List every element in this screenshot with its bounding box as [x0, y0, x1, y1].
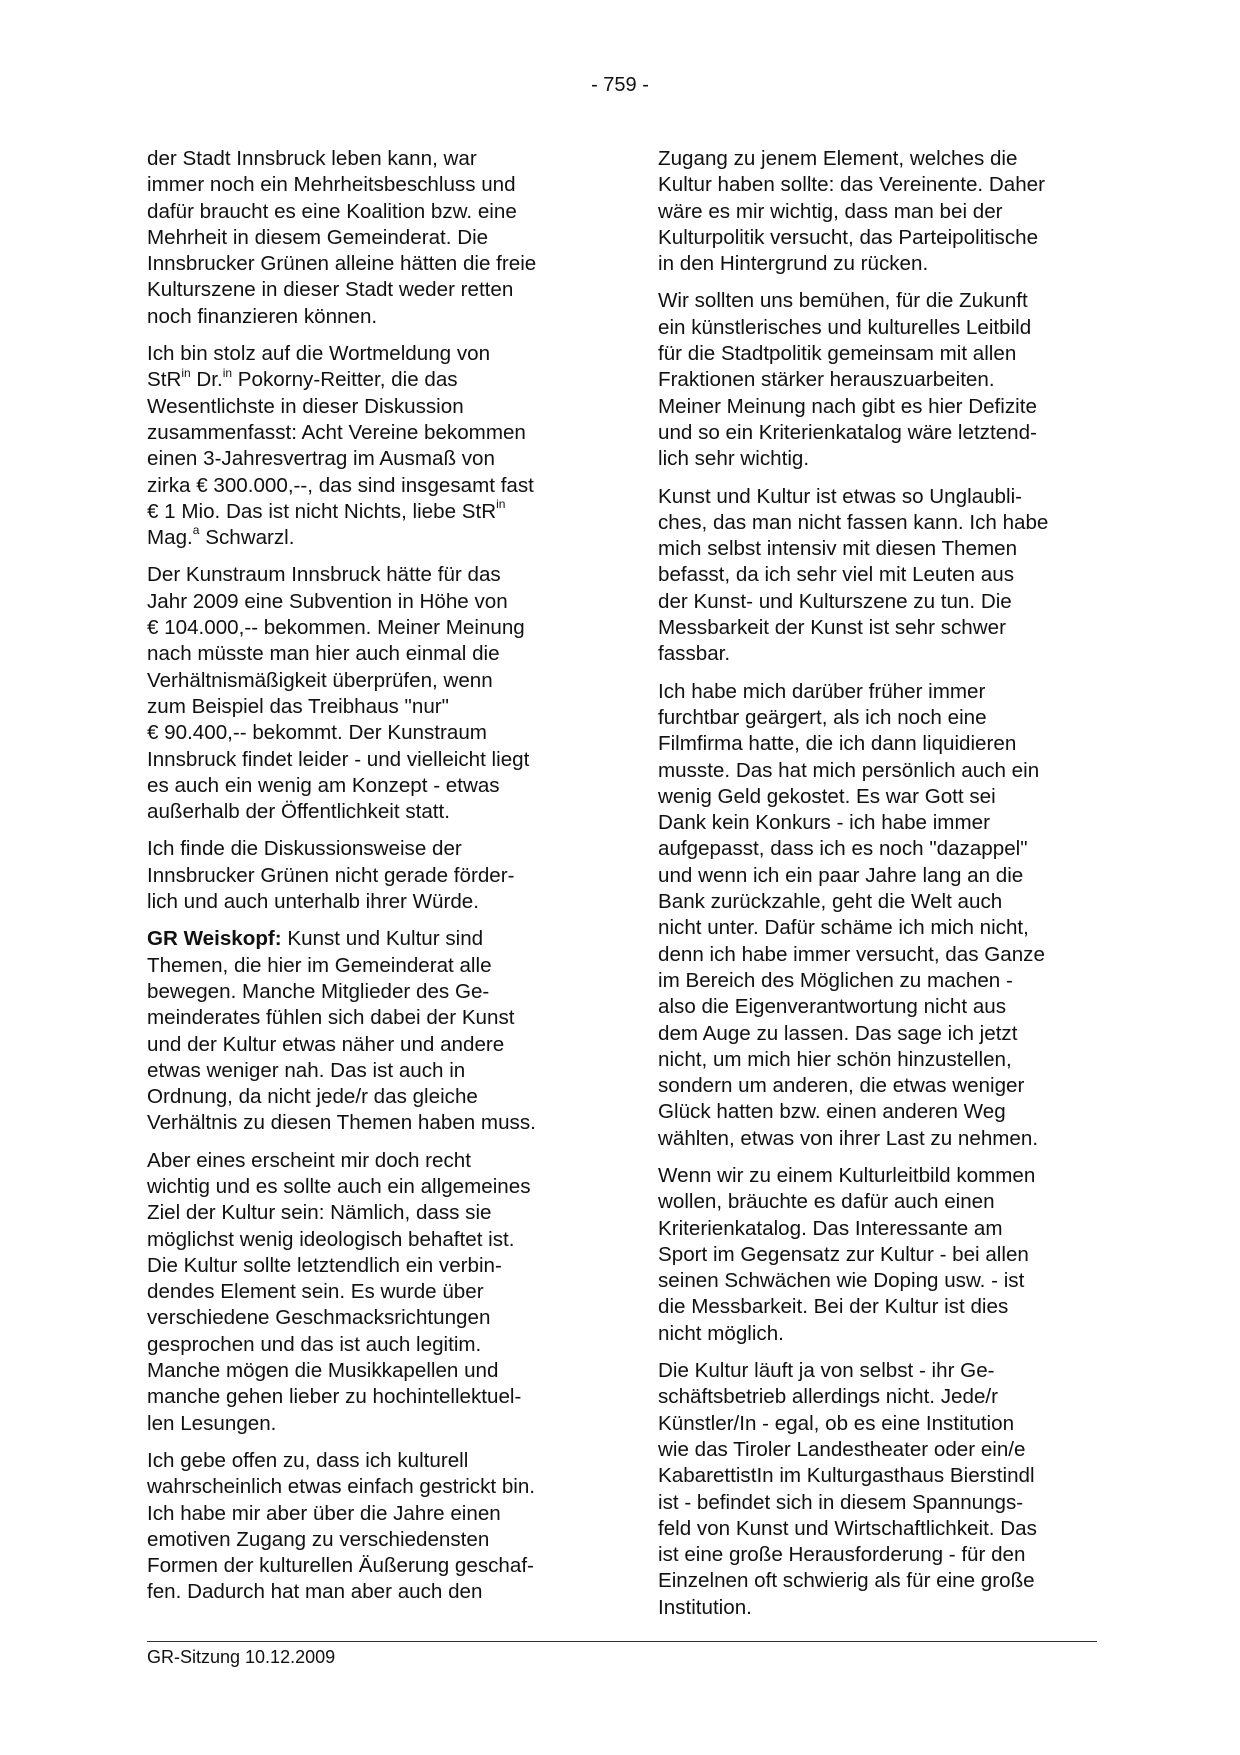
text-line: wählten, etwas von ihrer Last zu nehmen.	[658, 1126, 1039, 1150]
paragraph	[147, 836, 595, 915]
text-line: in den Hintergrund zu rücken.	[658, 252, 929, 276]
text-line: Messbarkeit der Kunst ist sehr schwer	[658, 616, 1006, 640]
text-line	[147, 525, 595, 551]
text-line: Ich gebe offen zu, dass ich kulturell	[147, 1448, 469, 1472]
text-line: Themen, die hier im Gemeinderat alle	[147, 953, 492, 977]
text-line: emotiven Zugang zu verschiedensten	[147, 1527, 490, 1551]
text-line: Kunst und Kultur ist etwas so Unglaubli-	[658, 484, 1023, 508]
text-line: Ich bin stolz auf die Wortmeldung von	[147, 342, 491, 366]
text-line: mich selbst intensiv mit diesen Themen	[658, 537, 1018, 561]
text-line: Zugang zu jenem Element, welches die	[658, 147, 1018, 170]
text-line	[147, 926, 595, 952]
text-line: ist eine große Herausforderung - für den	[658, 1543, 1026, 1567]
text-line: ist - befindet sich in diesem Spannungs-	[658, 1490, 1024, 1514]
paragraph	[147, 562, 595, 825]
text-line: schäftsbetrieb allerdings nicht. Jede/r	[658, 1385, 998, 1409]
text-line: außerhalb der Öffentlichkeit statt.	[147, 800, 450, 824]
text-line: dendes Element sein. Es wurde über	[147, 1280, 484, 1304]
text-line: zirka € 300.000,--, das sind insgesamt fast	[147, 473, 534, 497]
text-line: zum Beispiel das Treibhaus "nur"	[147, 694, 449, 718]
text-line: der Stadt Innsbruck leben kann, war	[147, 147, 477, 170]
text-line: ches, das man nicht fassen kann. Ich habe	[658, 510, 1049, 534]
text-line: Einzelnen oft schwierig als für eine große	[658, 1569, 1035, 1593]
text-line: musste. Das hat mich persönlich auch ein	[658, 758, 1040, 782]
text-line: immer noch ein Mehrheitsbeschluss und	[147, 173, 516, 197]
text-fragment: Mag.	[147, 526, 193, 550]
text-line	[147, 367, 595, 393]
text-line: € 104.000,-- bekommen. Meiner Meinung	[147, 616, 525, 640]
text-line: bewegen. Manche Mitglieder des Ge-	[147, 979, 490, 1003]
text-line: Innsbrucker Grünen nicht gerade förder-	[147, 863, 515, 887]
page-number: - 759 -	[591, 74, 649, 96]
text-line: wie das Tiroler Landestheater oder ein/e	[658, 1437, 1026, 1461]
text-line: Verhältnismäßigkeit überprüfen, wenn	[147, 668, 493, 692]
paragraph	[658, 1163, 1098, 1347]
text-line: wenig Geld gekostet. Es war Gott sei	[658, 784, 996, 808]
text-line: noch finanzieren können.	[147, 304, 378, 328]
text-line: etwas weniger nah. Das ist auch in	[147, 1058, 466, 1082]
text-line: lich und auch unterhalb ihrer Würde.	[147, 890, 479, 914]
text-line	[147, 499, 595, 525]
speaker-name: GR Weiskopf:	[147, 927, 282, 951]
text-line: fassbar.	[658, 642, 731, 666]
text-line: furchtbar geärgert, als ich noch eine	[658, 705, 987, 729]
paragraph-lines	[147, 953, 595, 1137]
text-line: Aber eines erscheint mir doch recht	[147, 1148, 471, 1172]
text-line: Innsbruck findet leider - und vielleicht liegt	[147, 747, 530, 771]
text-line: und so ein Kriterienkatalog wäre letztend-	[658, 420, 1037, 444]
paragraph	[147, 1148, 595, 1437]
text-line: Dank kein Konkurs - ich habe immer	[658, 811, 990, 835]
text-line: für die Stadtpolitik gemeinsam mit allen	[658, 342, 1017, 366]
text-line: die Messbarkeit. Bei der Kultur ist dies	[658, 1295, 1009, 1319]
text-line: nicht, um mich hier schön hinzustellen,	[658, 1047, 1012, 1071]
text-fragment: Pokorny-Reitter, die das	[232, 368, 458, 392]
text-line: Glück hatten bzw. einen anderen Weg	[658, 1100, 1006, 1124]
text-line: Bank zurückzahle, geht die Welt auch	[658, 890, 1003, 914]
text-line: Ordnung, da nicht jede/r das gleiche	[147, 1085, 478, 1109]
text-fragment: StR	[147, 368, 182, 392]
text-line: Wir sollten uns bemühen, für die Zukunft	[658, 289, 1028, 313]
text-line: dafür braucht es eine Koalition bzw. eine	[147, 199, 517, 223]
text-line: Formen der kulturellen Äußerung geschaf-	[147, 1554, 534, 1578]
text-line: einen 3-Jahresvertrag im Ausmaß von	[147, 447, 495, 471]
paragraph	[658, 146, 1098, 277]
superscript: in	[222, 365, 233, 380]
text-line: Ziel der Kultur sein: Nämlich, dass sie	[147, 1201, 492, 1225]
text-line: meinderates fühlen sich dabei der Kunst	[147, 1006, 515, 1030]
text-line: sondern um anderen, die etwas weniger	[658, 1074, 1025, 1098]
text-line: Kulturpolitik versucht, das Parteipolitische	[658, 225, 1039, 249]
text-line: nicht möglich.	[658, 1321, 784, 1345]
text-line: manche gehen lieber zu hochintellektuel-	[147, 1385, 522, 1409]
paragraph	[658, 1358, 1098, 1621]
text-line: dem Auge zu lassen. Das sage ich jetzt	[658, 1021, 1018, 1045]
text-line: Künstler/In - egal, ob es eine Institution	[658, 1411, 1015, 1435]
text-line: befasst, da ich sehr viel mit Leuten aus	[658, 563, 1015, 587]
text-line: es auch ein wenig am Konzept - etwas	[147, 773, 500, 797]
text-line: Jahr 2009 eine Subvention in Höhe von	[147, 589, 508, 613]
superscript: in	[496, 497, 506, 511]
text-line: Meiner Meinung nach gibt es hier Defizite	[658, 394, 1037, 418]
text-line: Fraktionen stärker herauszuarbeiten.	[658, 368, 995, 392]
text-line: also die Eigenverantwortung nicht aus	[658, 995, 1007, 1019]
text-line: seinen Schwächen wie Doping usw. - ist	[658, 1269, 1025, 1293]
text-line: len Lesungen.	[147, 1411, 277, 1435]
text-line: wahrscheinlich etwas einfach gestrickt bin.	[147, 1475, 536, 1499]
text-line: fen. Dadurch hat man aber auch den	[147, 1580, 483, 1604]
text-line: Innsbrucker Grünen alleine hätten die freie	[147, 252, 537, 276]
text-line: lich sehr wichtig.	[658, 447, 810, 471]
paragraph	[147, 341, 595, 551]
text-line: und der Kultur etwas näher und andere	[147, 1032, 505, 1056]
text-line: Manche mögen die Musikkapellen und	[147, 1359, 499, 1383]
text-line: Ich finde die Diskussionsweise der	[147, 837, 462, 861]
speaker-paragraph	[147, 926, 595, 1136]
paragraph	[147, 1448, 595, 1606]
text-line: wichtig und es sollte auch ein allgemeines	[147, 1174, 531, 1198]
superscript: in	[181, 365, 191, 380]
text-line: € 90.400,-- bekommt. Der Kunstraum	[147, 721, 487, 745]
text-line: Ich habe mir aber über die Jahre einen	[147, 1501, 501, 1525]
text-line: KabarettistIn im Kulturgasthaus Bierstindl	[658, 1464, 1035, 1488]
text-line: Die Kultur läuft ja von selbst - ihr Ge-	[658, 1359, 995, 1383]
text-line: Kulturszene in dieser Stadt weder retten	[147, 278, 514, 302]
text-fragment: Dr.	[190, 368, 223, 392]
text-fragment: Schwarzl.	[199, 526, 295, 550]
text-line: möglichst wenig ideologisch behaftet ist.	[147, 1227, 515, 1251]
left-column	[147, 146, 595, 1617]
text-line: ein künstlerisches und kulturelles Leitbild	[658, 315, 1032, 339]
text-line: Ich habe mich darüber früher immer	[658, 679, 986, 703]
text-line: verschiedene Geschmacksrichtungen	[147, 1306, 491, 1330]
text-line: zusammenfasst: Acht Vereine bekommen	[147, 420, 526, 444]
footer-session-label: GR-Sitzung 10.12.2009	[147, 1647, 336, 1667]
superscript: a	[192, 523, 200, 538]
text-line: Filmfirma hatte, die ich dann liquidieren	[658, 732, 1017, 756]
text-fragment: € 1 Mio. Das ist nicht Nichts, liebe StR	[147, 499, 497, 523]
text-line: der Kunst- und Kulturszene zu tun. Die	[658, 589, 1012, 613]
paragraph	[658, 679, 1098, 1152]
text-line: Die Kultur sollte letztendlich ein verbin-	[147, 1253, 502, 1277]
text-fragment: Kunst und Kultur sind	[281, 927, 484, 951]
text-line: Wesentlichste in dieser Diskussion	[147, 394, 464, 418]
text-line: und wenn ich ein paar Jahre lang an die	[658, 863, 1024, 887]
text-line: Sport im Gegensatz zur Kultur - bei allen	[658, 1242, 1029, 1266]
text-line: wollen, bräuchte es dafür auch einen	[658, 1190, 995, 1214]
text-line: feld von Kunst und Wirtschaftlichkeit. Das	[658, 1516, 1037, 1540]
text-line: denn ich habe immer versucht, das Ganze	[658, 942, 1045, 966]
text-line: Der Kunstraum Innsbruck hätte für das	[147, 563, 501, 587]
text-line: im Bereich des Möglichen zu machen -	[658, 968, 1013, 992]
text-line: Institution.	[658, 1595, 752, 1619]
text-line: gesprochen und das ist auch legitim.	[147, 1332, 482, 1356]
text-line: Mehrheit in diesem Gemeinderat. Die	[147, 225, 489, 249]
text-line: Verhältnis zu diesen Themen haben muss.	[147, 1111, 536, 1135]
text-line: nicht unter. Dafür schäme ich mich nicht,	[658, 916, 1029, 940]
text-line: aufgepasst, dass ich es noch "dazappel"	[658, 837, 1028, 861]
paragraph	[658, 484, 1098, 668]
paragraph	[147, 146, 595, 330]
right-column	[658, 146, 1098, 1632]
text-line: nach müsste man hier auch einmal die	[147, 642, 500, 666]
text-line: Kultur haben sollte: das Vereinente. Daher	[658, 173, 1045, 197]
text-line: Wenn wir zu einem Kulturleitbild kommen	[658, 1163, 1036, 1187]
footer-divider	[147, 1641, 1097, 1642]
text-line: Kriterienkatalog. Das Interessante am	[658, 1216, 1003, 1240]
text-line: wäre es mir wichtig, dass man bei der	[658, 199, 1003, 223]
paragraph	[658, 288, 1098, 472]
